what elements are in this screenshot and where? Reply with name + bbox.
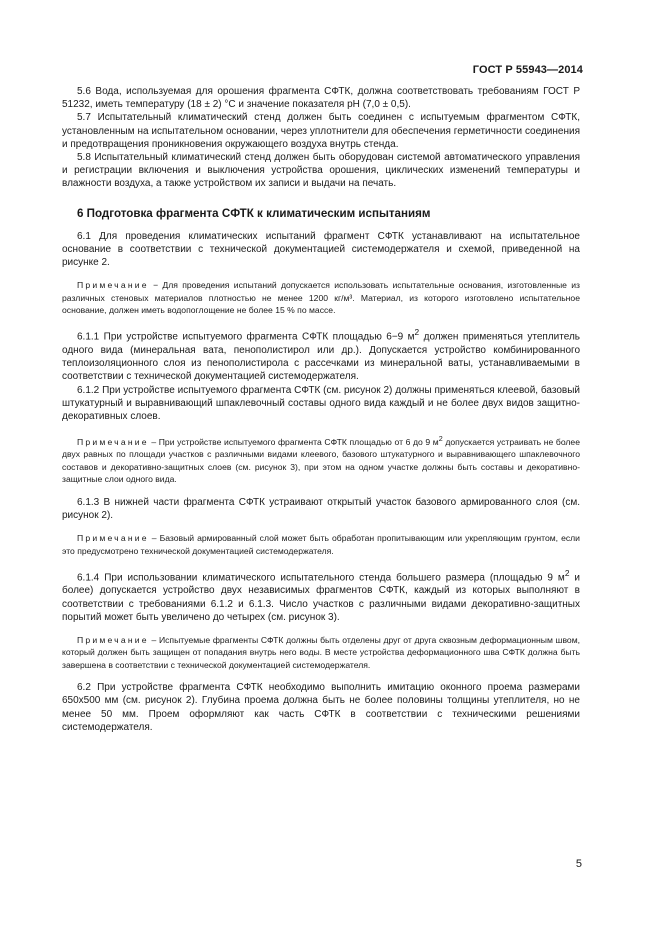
superscript-2: 2 [438,435,443,444]
note-2 [62,433,580,485]
note-1-text: − Для проведения испытаний допускается использовать испытательные основания, изготовленные из различных стеновых материалов плотностью не менее 1200 кг/м³. Материал, из которого изготовлено испытательное основание, должен иметь водопоглощение не более 15 % по массе. [62,280,580,316]
paragraph-5-8: 5.8 Испытательный климатический стенд должен быть оборудован системой автоматического управления и регистрации включения и выключения устройства орошения, циклических изменений температуры и влажности воздуха, а также устройством их записи и выдачи на печать. [62,152,580,190]
note-4-label: Примечание [77,635,149,646]
section-6-heading: 6 Подготовка фрагмента СФТК к климатическим испытаниям [77,206,431,220]
document-body [62,85,580,734]
document-code: ГОСТ Р 55943—2014 [472,64,583,76]
note-2-label: Примечание [77,437,149,448]
note-2-part-b: допускается устраивать не более двух равных по площади участков с различными видами клеевого, базового штукатурного и выравнивающего шпаклевочного составов и декоративно-защитных слоев (см. рисунок 3), при этом на одном участке должны быть составы и декоративно-защитные слои одного вида. [62,437,580,485]
paragraph-6-1: 6.1 Для проведения климатических испытаний фрагмент СФТК устанавливают на испытательное основание в соответствии с технической документацией системодержателя и схемой, приведенной на рисунке 2. [62,230,580,269]
note-1 [62,279,580,316]
paragraph-6-1-1-part-a: 6.1.1 При устройстве испытуемого фрагмента СФТК площадью 6−9 м [77,331,415,343]
note-3 [62,532,580,557]
superscript-2: 2 [414,327,420,338]
paragraph-6-1-1-part-b: должен применяться утеплитель одного вида (минеральная вата, пенополистирол или др.). Допускается устройство комбинированного теплоизоляционного слоя из пенополистирола с рассечками из минеральной ваты, устанавливаемыми в соответствии с технической документацией системодержателя. [62,331,580,383]
note-1-label: Примечание [77,280,149,291]
note-3-label: Примечание [77,533,149,544]
paragraph-6-1-4 [62,567,580,624]
paragraph-6-2: 6.2 При устройстве фрагмента СФТК необходимо выполнить имитацию оконного проема размерами 650х500 мм (см. рисунок 2). Глубина проема должна быть не более половины толщины утеплителя, но не менее 50 мм. Проем оформляют как часть СФТК в соответствии с техническими решениями системодержателя. [62,682,580,733]
paragraph-5-7: 5.7 Испытательный климатический стенд должен быть соединен с испытуемым фрагментом СФТК, установленным на испытательном основании, через уплотнители для обеспечения герметичности соединения и предотвращения проникновения окружающего воздуха внутрь стенда. [62,112,580,150]
page-number: 5 [575,858,582,870]
paragraph-5-6: 5.6 Вода, используемая для орошения фрагмента СФТК, должна соответствовать требованиям ГОСТ Р 51232, иметь температуру (18 ± 2) °С и значение показателя рН (7,0 ± 0,5). [62,86,580,111]
superscript-2: 2 [564,567,570,578]
paragraph-6-1-2: 6.1.2 При устройстве испытуемого фрагмента СФТК (см. рисунок 2) должны применяться клеевой, базовый штукатурный и выравнивающий шпаклевочный составы одного вида каждый и не более двух видов защитно-декоративных слоев. [62,384,580,422]
note-3-text: – Базовый армированный слой может быть обработан пропитывающим или укрепляющим грунтом, если это предусмотрено технической документацией системодержателя. [62,533,580,556]
paragraph-6-1-1 [62,326,580,383]
note-4-text: – Испытуемые фрагменты СФТК должны быть отделены друг от друга сквозным деформационным швом, который должен быть защищен от попадания внутрь него воды. В месте устройства деформационного шва СФТК должна быть завершена в соответствии с технической документацией системодержателя. [62,635,580,670]
note-4 [62,634,580,671]
paragraph-6-1-4-part-a: 6.1.4 При использовании климатического испытательного стенда большего размера (площадью 9 м [77,572,565,584]
note-2-part-a: – При устройстве испытуемого фрагмента СФТК площадью от 6 до 9 м [148,437,439,448]
paragraph-6-1-3: 6.1.3 В нижней части фрагмента СФТК устраивают открытый участок базового армированного слоя (см. рисунок 2). [62,496,580,521]
paragraph-6-1-4-part-b: и более) допускается устройство двух независимых фрагментов СФТК, каждый из которых выполняют в соответствии с требованиями 6.1.2 и 6.1.3. Число участков с различными видами декоративно-защитных порытий может быть увеличено до четырех (см. рисунок 3). [62,572,581,623]
